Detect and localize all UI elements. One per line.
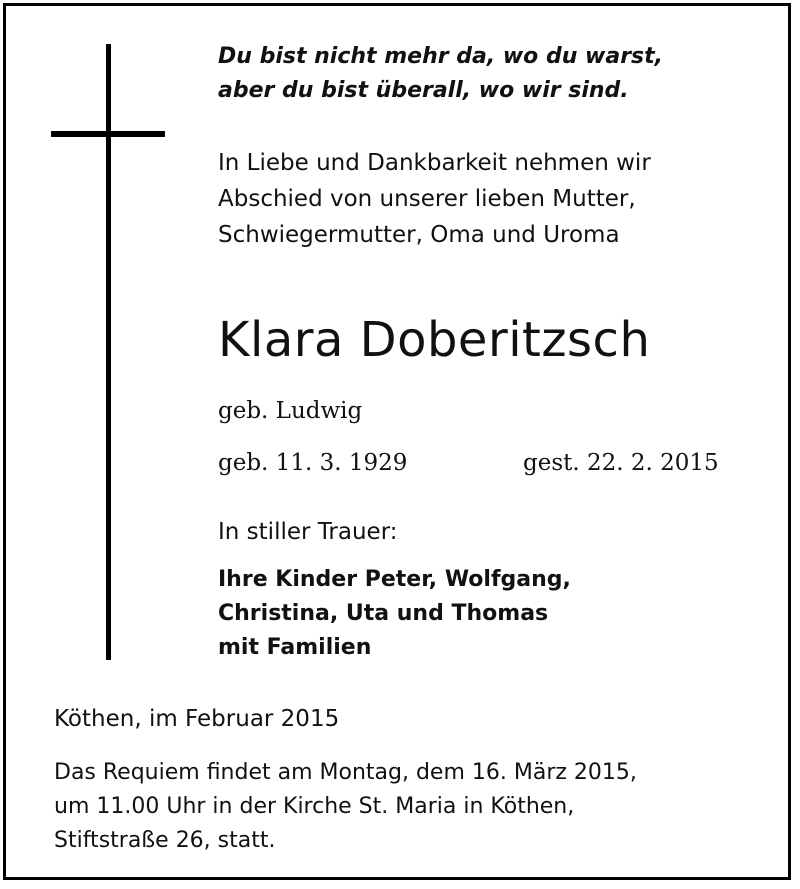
birth-date: geb. 11. 3. 1929 [218, 450, 408, 476]
family-line: Christina, Uta und Thomas [218, 601, 549, 626]
death-date: gest. 22. 2. 2015 [523, 450, 719, 476]
motto-line: aber du bist überall, wo wir sind. [218, 78, 629, 103]
mourning-label: In stiller Trauer: [218, 519, 398, 545]
place-date: Köthen, im Februar 2015 [54, 706, 340, 732]
requiem-notice [54, 756, 637, 858]
motto [218, 40, 663, 108]
motto-line: Du bist nicht mehr da, wo du warst, [218, 44, 664, 69]
family-list [218, 563, 571, 665]
maiden-name: geb. Ludwig [218, 398, 363, 424]
requiem-line: Das Requiem findet am Montag, dem 16. März 2015, [54, 760, 637, 785]
requiem-line: um 11.00 Uhr in der Kirche St. Maria in Köthen, [54, 794, 575, 819]
intro-line: In Liebe und Dankbarkeit nehmen wir [218, 150, 651, 176]
requiem-line: Stiftstraße 26, statt. [54, 828, 276, 853]
intro-line: Abschied von unserer lieben Mutter, [218, 186, 636, 212]
intro-line: Schwiegermutter, Oma und Uroma [218, 222, 620, 248]
cross-icon-bar [51, 131, 165, 137]
intro-text [218, 145, 651, 253]
deceased-name: Klara Doberitzsch [218, 312, 651, 368]
family-line: Ihre Kinder Peter, Wolfgang, [218, 567, 571, 592]
family-line: mit Familien [218, 635, 372, 660]
